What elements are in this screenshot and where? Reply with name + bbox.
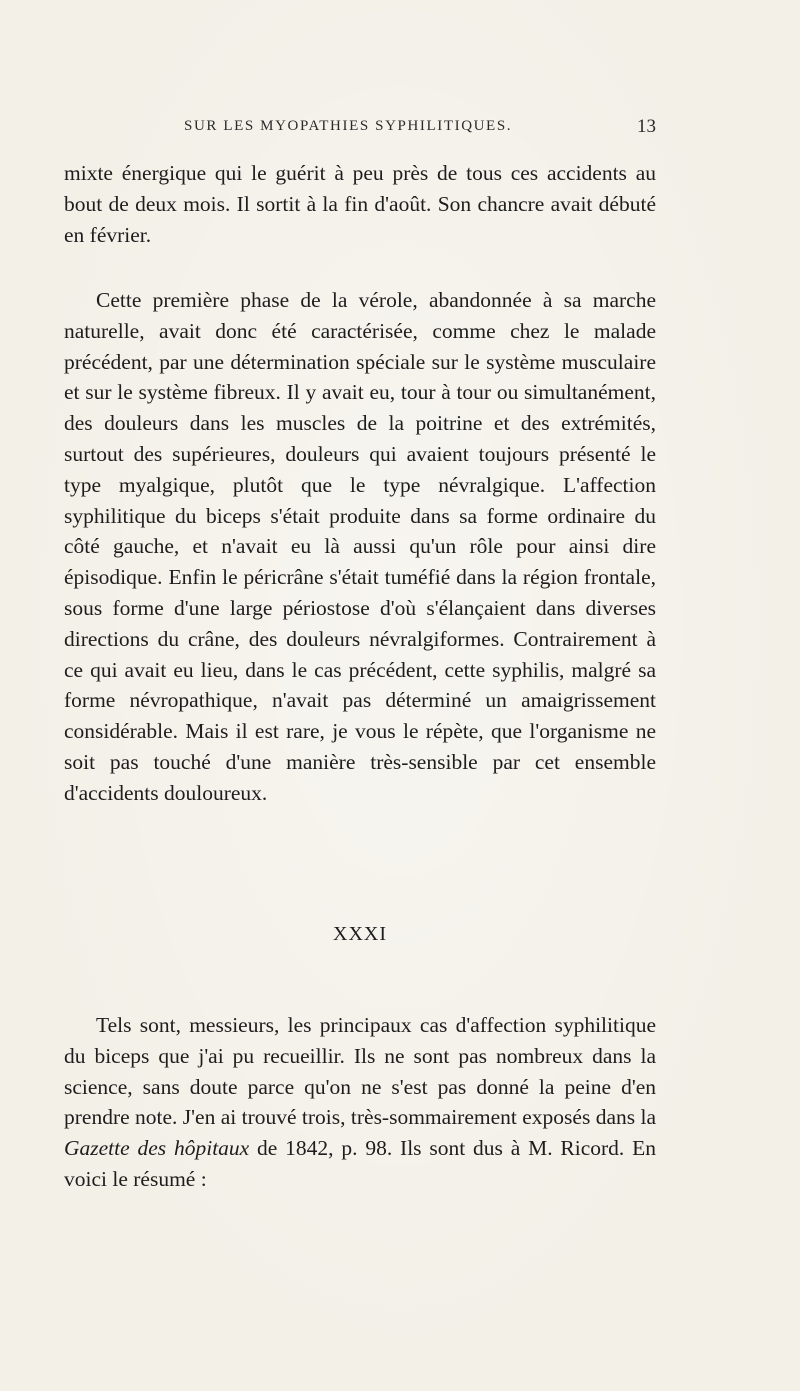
text-block-first-phase [64, 285, 656, 809]
page-number: 13 [637, 116, 656, 137]
paragraph-summary [64, 1010, 656, 1195]
text-block-summary [64, 1010, 656, 1195]
text-block-continuation [64, 158, 656, 250]
summary-text-end: de 1842, p. 98. Ils sont dus à M. Ricord. En voici le résumé : [64, 1136, 657, 1191]
section-heading: XXXI [333, 923, 387, 945]
journal-title: Gazette des hôpitaux [64, 1136, 250, 1161]
page-header [64, 118, 656, 142]
paragraph-first-phase: Cette première phase de la vérole, abandonnée à sa marche naturelle, avait donc été caractérisée, comme chez le malade précédent, par une détermination spéciale sur le système musculaire et sur le système fibreux. Il y avait eu, tour à tour ou simultanément, des douleurs dans les muscles de la poitrine et des extrémités, surtout des supérieures, douleurs qui avaient toujours présenté le type myalgique, plutôt que le type névralgique. L'affection syphilitique du biceps s'était produite dans sa forme ordinaire du côté gauche, et n'avait eu là aussi qu'un rôle pour ainsi dire épisodique. Enfin le péricrâne s'était tuméfié dans la région frontale, sous forme d'une large périostose d'où s'élançaient dans diverses directions du crâne, des douleurs névralgiformes. Contrairement à ce qui avait eu lieu, dans le cas précédent, cette syphilis, malgré sa forme névropathique, n'avait pas déterminé un amaigrissement considérable. Mais il est rare, je vous le répète, que l'organisme ne soit pas touché d'une manière très-sensible par cet ensemble d'accidents douloureux. [64, 288, 656, 805]
running-title: SUR LES MYOPATHIES SYPHILITIQUES. [184, 118, 513, 134]
summary-text-start: Tels sont, messieurs, les principaux cas d'affection syphilitique du biceps que j'ai pu recueillir. Ils ne sont pas nombreux dans la science, sans doute parce qu'on ne s'est pas donné la peine d'en prendre note. J'en ai trouvé trois, très-sommairement exposés dans la [64, 1013, 656, 1130]
paragraph-continuation: mixte énergique qui le guérit à peu près de tous ces accidents au bout de deux mois. Il sortit à la fin d'août. Son chancre avait débuté en février. [64, 161, 656, 247]
